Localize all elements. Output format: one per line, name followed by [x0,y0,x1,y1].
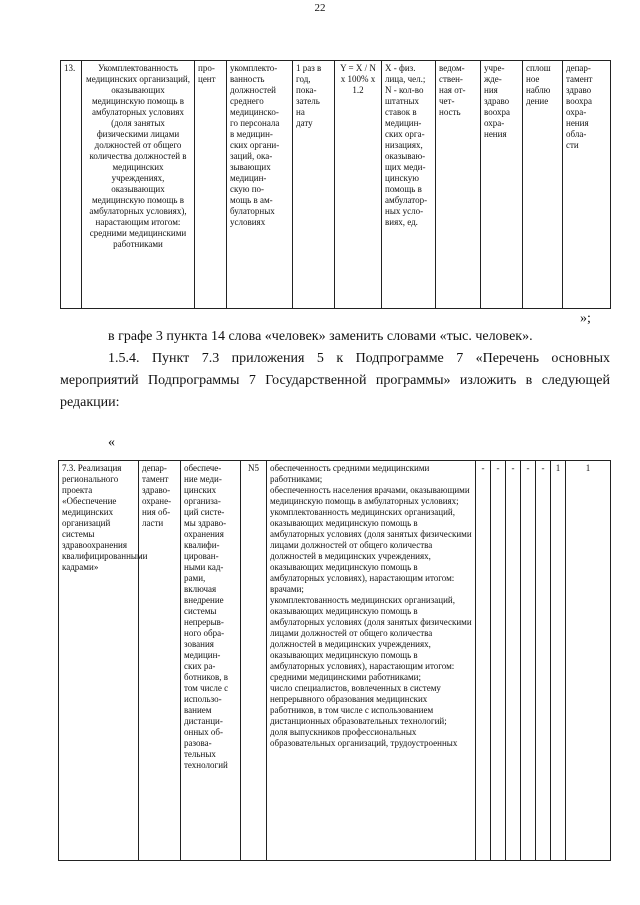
year-cell: - [521,461,536,861]
unit-cell: про- цент [195,61,227,309]
paragraph-amendment: в графе 3 пункта 14 слова «человек» заменить словами «тыс. человек». [108,329,533,344]
year-cell: - [476,461,491,861]
observation-cell: сплош ное наблю дение [523,61,563,309]
year-cell: - [491,461,506,861]
opening-quote: « [108,435,115,450]
row-number: 13. [61,61,82,309]
page-number: 22 [314,2,326,14]
department-cell: депар- тамент здраво воохра охра- нения обла- сти [563,61,611,309]
source-cell: ведом- ствен- ная от- чет- ность [436,61,481,309]
responsible-cell: учре- жде- ния здраво воохра охра- нения [481,61,523,309]
goal-cell: обеспече- ние меди- цинских организа- ций систе- мы здраво- охранения квалифи- цирован- ными кад- рами, включая внедрение системы непрерыв- ного обра- зования медицин- ских ра- ботников, в том числе с использо- ванием дистанци- онных об- разова- тельных технологий [181,461,241,861]
periodicity-cell: 1 раз в год, пока- затель на дату [293,61,335,309]
table-row [59,461,611,861]
indicator-table [60,60,611,309]
executor-cell: депар- тамент здраво- охране- ния об- ласти [139,461,181,861]
paragraph-section: 1.5.4. Пункт 7.3 приложения 5 к Подпрограмме 7 «Перечень основных мероприятий Подпрограммы 7 Государственной программы» изложить в следующей редакции: [60,351,610,410]
closing-quote: »; [580,311,591,326]
measures-table [58,460,611,861]
definition-cell: укомплекто- ванность должностей среднего медицинско- го персонала в медицин- ских органи- заций, ока- зывающих медицин- скую по- мощь в ам- булаторных условиях [227,61,293,309]
variables-cell: X - физ. лица, чел.; N - кол-во штатных ставок в медицин- ских орга- низациях, оказываю- щих меди- цинскую помощь в амбулатор- ных усло- виях, ед. [382,61,436,309]
indicator-name: Укомплектованность медицинских организаций, оказывающих медицинскую помощь в амбулаторных условиях (доля занятых физическими лицами должностей от общего количества должностей в медицинских учреждениях, оказывающих медицинскую помощь в амбулаторных условиях), нарастающим итогом: средними медицинскими работниками [82,61,195,309]
year-cell: 1 [566,461,611,861]
year-cell: - [506,461,521,861]
measure-name: 7.3. Реализация регионального проекта «Обеспечение медицинских организаций системы здравоохранения квалифицированными кадрами» [59,461,139,861]
code-cell: N5 [241,461,267,861]
table-row [61,61,611,309]
indicators-cell: обеспеченность средними медицинскими работниками; обеспеченность населения врачами, оказывающими медицинскую помощь в амбулаторных условиях; укомплектованность медицинских организаций, оказывающих медицинскую помощь в амбулаторных условиях (доля занятых физическими лицами должностей от общего количества должностей в медицинских учреждениях, оказывающих медицинскую помощь в амбулаторных условиях), нарастающим итогом: врачами; укомплектованность медицинских организаций, оказывающих медицинскую помощь в амбулаторных условиях (доля занятых физическими лицами должностей от общего количества должностей в медицинских учреждениях, оказывающих медицинскую помощь в амбулаторных условиях), нарастающим итогом: средними медицинскими работниками; число специалистов, вовлеченных в систему непрерывного образования медицинских работников, в том числе с использованием дистанционных образовательных технологий; доля выпускников профессиональных образовательных организаций, трудоустроенных [267,461,476,861]
year-cell: - [536,461,551,861]
formula-cell: Y = X / N x 100% x 1.2 [335,61,382,309]
year-cell: 1 [551,461,566,861]
